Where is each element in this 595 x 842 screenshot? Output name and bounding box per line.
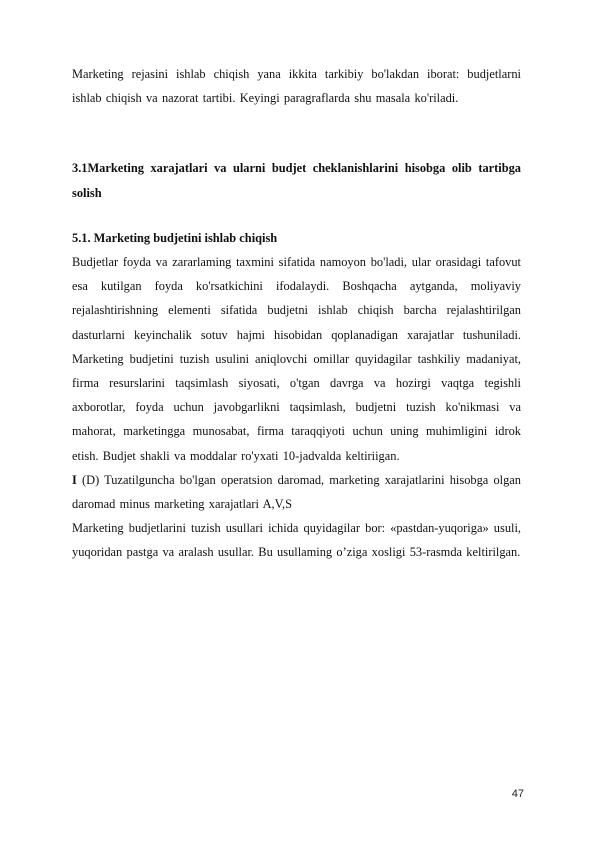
formula-text: (D) Tuzatilguncha bo'lgan operatsion daromad, marketing xarajatlarini hisobga olgan daromad minus marketing xarajatlari A,V,S — [72, 472, 521, 512]
document-body — [72, 62, 521, 565]
budget-paragraph: Budjetlar foyda va zararlaming taxmini sifatida namoyon bo'ladi, ular orasidagi tafovut esa kutilgan foyda ko'rsatkichini ifodalaydi. Boshqacha aytganda, moliyaviy rejalashtirishning elementi sifatida budjetni ishlab chiqish barcha rejalashtirilgan dasturlarni keyinchalik sotuv hajmi hisobidan qoplanadigan xarajatlar tushuniladi. Marketing budjetini tuzish usulini aniqlovchi omillar quyidagilar tashkiliy madaniyat, firma resurslarini taqsimlash siyosati, o'tgan davrga va hozirgi vaqtga tegishli axborotlar, foyda uchun javobgarlikni taqsimlash, budjetni tuzish ko'nikmasi va mahorat, marketingga munosabat, firma taraqqiyoti uchun uning muhimligini idrok etish. Budjet shakli va moddalar ro'yxati 10-jadvalda keltiriigan. — [72, 255, 521, 463]
formula-prefix: I — [72, 472, 77, 487]
subsection-heading: 5.1. Marketing budjetini ishlab chiqish — [72, 230, 278, 245]
spacer — [72, 110, 521, 156]
formula-paragraph — [72, 468, 521, 516]
section-heading: 3.1Marketing xarajatlari va ularni budjet cheklanishlarini hisobga olib tartibga solish — [72, 161, 521, 200]
intro-paragraph: Marketing rejasini ishlab chiqish yana ikkita tarkibiy bo'lakdan iborat: budjetlarni ishlab chiqish va nazorat tartibi. Keyingi paragraflarda shu masala ko'riladi. — [72, 67, 521, 106]
spacer — [72, 205, 521, 226]
page-number: 47 — [511, 788, 524, 800]
methods-paragraph: Marketing budjetlarini tuzish usullari ichida quyidagilar bor: «pastdan-yuqoriga» usuli, yuqoridan pastga va aralash usullar. Bu usullaming o’ziga xosligi 53-rasmda keltirilgan. — [72, 521, 521, 560]
